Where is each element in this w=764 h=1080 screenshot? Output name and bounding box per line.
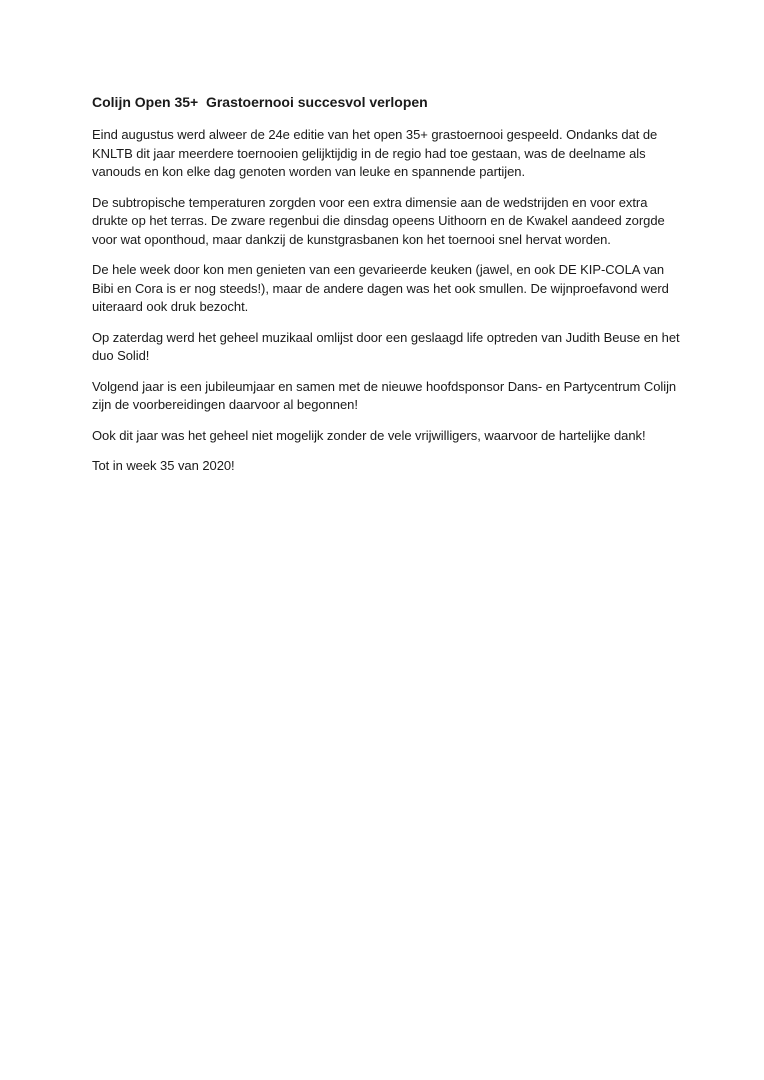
paragraph-intro: Eind augustus werd alweer de 24e editie van het open 35+ grastoernooi gespeeld. Ondanks dat de KNLTB dit jaar meerdere toernooien gelijktijdig in de regio had toe gestaan, was de deelname als vanouds en kon elke dag genoten worden van leuke en spannende partijen. <box>92 127 658 179</box>
document-page <box>92 92 682 488</box>
paragraph-weather: De subtropische temperaturen zorgden voor een extra dimensie aan de wedstrijden en voor extra drukte op het terras. De zware regenbui die dinsdag opeens Uithoorn en de Kwakel aandeed zorgde voor wat oponthoud, maar dankzij de kunstgrasbanen kon het toernooi snel hervat worden. <box>92 194 665 247</box>
paragraph-jubilee: Volgend jaar is een jubileumjaar en samen met de nieuwe hoofdsponsor Dans- en Partycentrum Colijn zijn de voorbereidingen daarvoor al begonnen! <box>92 378 677 412</box>
article-title: Colijn Open 35+ Grastoernooi succesvol verlopen <box>92 94 428 110</box>
paragraph-catering: De hele week door kon men genieten van een gevarieerde keuken (jawel, en ook DE KIP-COLA van Bibi en Cora is er nog steeds!), maar de andere dagen was het ook smullen. De wijnproefavond werd uiteraard ook druk bezocht. <box>92 262 669 314</box>
paragraph-closing: Tot in week 35 van 2020! <box>92 458 235 473</box>
paragraph-volunteers: Ook dit jaar was het geheel niet mogelijk zonder de vele vrijwilligers, waarvoor de hartelijke dank! <box>92 427 646 443</box>
paragraph-music: Op zaterdag werd het geheel muzikaal omlijst door een geslaagd life optreden van Judith Beuse en het duo Solid! <box>92 329 680 363</box>
